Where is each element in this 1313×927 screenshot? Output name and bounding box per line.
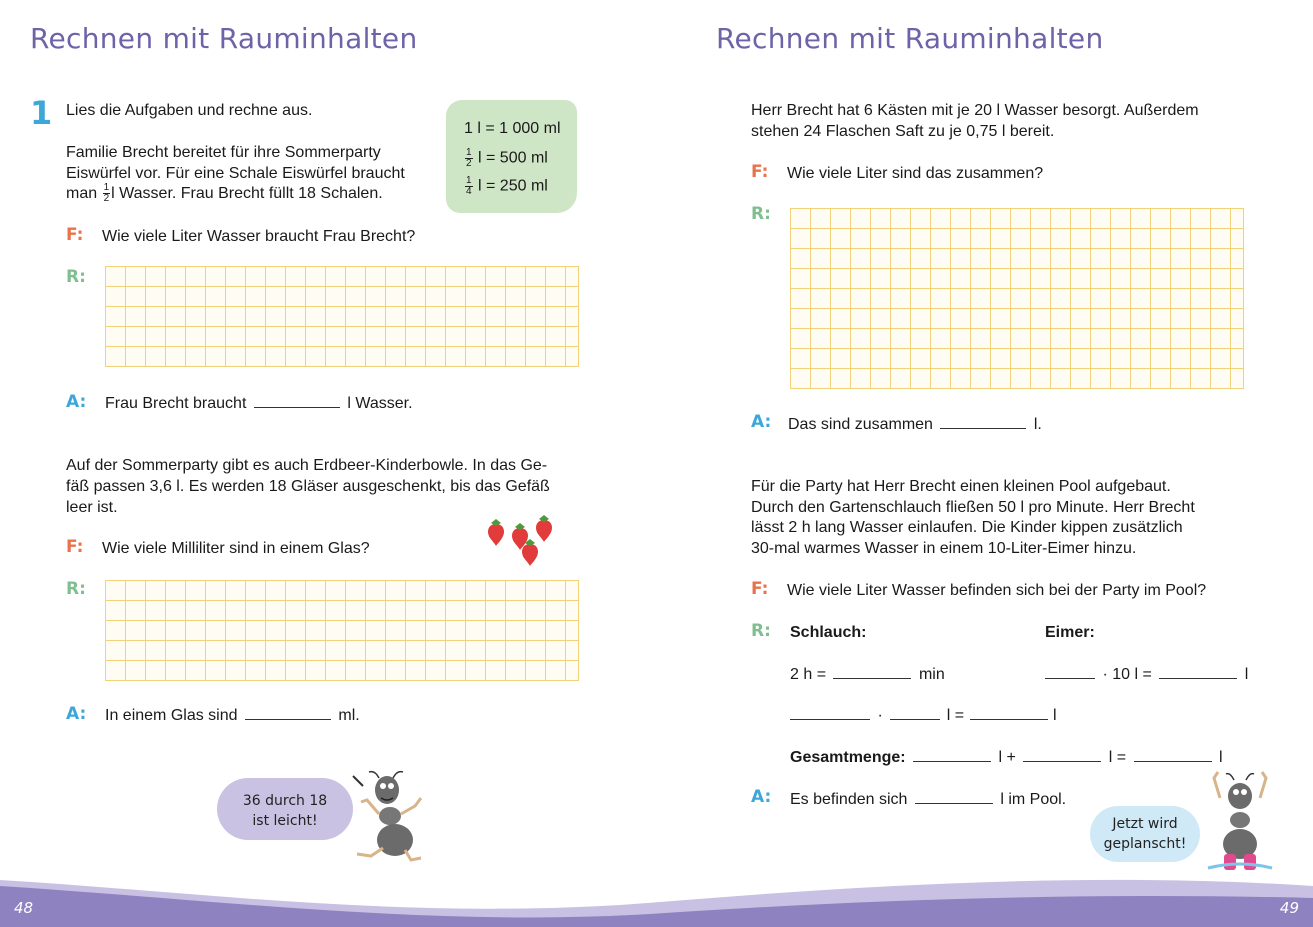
eimer-count-blank[interactable] (1045, 664, 1095, 679)
right-story2-line4: 30-mal warmes Wasser in einem 10-Liter-Eimer hinzu. (751, 540, 1137, 557)
conversion-infobox (446, 100, 577, 213)
a-label: A: (751, 412, 772, 432)
right-answer-1: Das sind zusammen l. (788, 416, 1042, 433)
strawberry-icon (482, 514, 562, 568)
right-story2-line3: lässt 2 h lang Wasser einlaufen. Die Kinder kippen zusätzlich (751, 519, 1183, 536)
right-page-title: Rechnen mit Rauminhalten (716, 22, 1104, 55)
gesamt-part1-blank[interactable] (913, 747, 991, 762)
task-instruction: Lies die Aufgaben und rechne aus. (66, 102, 313, 119)
right-story2-line1: Für die Party hat Herr Brecht einen kleinen Pool aufgebaut. (751, 478, 1171, 495)
story1-line3: man $\frac{1}{2}$ l Wasser. Frau Brecht füllt 18 Schalen. (66, 182, 383, 205)
f-label: F: (751, 579, 769, 599)
conversion-row-2: $\frac{1}{2}$ l = 500 ml (466, 147, 548, 169)
speech-bubble-left (217, 778, 353, 840)
right-story1-line2: stehen 24 Flaschen Saft zu je 0,75 l bereit. (751, 123, 1055, 140)
left-page-title: Rechnen mit Rauminhalten (30, 22, 418, 55)
story1-line2: Eiswürfel vor. Für eine Schale Eiswürfel braucht (66, 165, 405, 182)
ant-mascot-icon (335, 768, 435, 863)
answer-1-blank[interactable] (254, 393, 340, 408)
calculation-grid-3[interactable] (790, 208, 1244, 389)
right-page-number: 49 (1279, 899, 1299, 917)
right-answer-2: Es befinden sich l im Pool. (790, 791, 1067, 808)
schlauch-calc-2: · l = l (790, 705, 1057, 726)
eimer-result-blank[interactable] (1159, 664, 1237, 679)
schlauch-calc-1: 2 h = min (790, 666, 945, 683)
gesamtmenge-row: Gesamtmenge: l + l = l (790, 749, 1223, 766)
a-label: A: (751, 787, 772, 807)
a-label: A: (66, 704, 87, 724)
task-number: 1 (30, 94, 53, 132)
eimer-label: Eimer: (1045, 624, 1095, 641)
schlauch-factor2-blank[interactable] (890, 705, 940, 720)
right-story2-line2: Durch den Gartenschlauch fließen 50 l pro Minute. Herr Brecht (751, 499, 1195, 516)
ant-mascot-icon (1200, 768, 1280, 876)
story2-line2: fäß passen 3,6 l. Es werden 18 Gläser ausgeschenkt, bis das Gefäß (66, 478, 550, 495)
gesamt-part2-blank[interactable] (1023, 747, 1101, 762)
right-answer-2-blank[interactable] (915, 789, 993, 804)
right-question-2: Wie viele Liter Wasser befinden sich bei der Party im Pool? (787, 582, 1207, 599)
r-label: R: (751, 621, 771, 641)
answer-2-blank[interactable] (245, 705, 331, 720)
conversion-row-1: 1 l = 1 000 ml (464, 120, 561, 137)
question-2: Wie viele Milliliter sind in einem Glas? (102, 540, 370, 557)
answer-2: In einem Glas sind ml. (105, 707, 360, 724)
bubble-text-line1: 36 durch 18 (242, 793, 328, 809)
left-page-number: 48 (14, 899, 34, 917)
r-label: R: (66, 579, 86, 599)
right-answer-1-blank[interactable] (940, 414, 1026, 429)
bubble-text-line1: Jetzt wird (1112, 816, 1178, 832)
bubble-text-line2: geplanscht! (1103, 836, 1187, 852)
gesamt-total-blank[interactable] (1134, 747, 1212, 762)
story1-line1: Familie Brecht bereitet für ihre Sommerparty (66, 144, 381, 161)
a-label: A: (66, 392, 87, 412)
schlauch-label: Schlauch: (790, 624, 867, 641)
r-label: R: (66, 267, 86, 287)
bubble-text-line2: ist leicht! (252, 813, 318, 829)
f-label: F: (66, 225, 84, 245)
f-label: F: (751, 162, 769, 182)
schlauch-result-blank[interactable] (970, 705, 1048, 720)
right-story1-line1: Herr Brecht hat 6 Kästen mit je 20 l Wasser besorgt. Außerdem (751, 102, 1199, 119)
eimer-calc: · 10 l = l (1045, 664, 1248, 685)
r-label: R: (751, 204, 771, 224)
conversion-row-3: $\frac{1}{4}$ l = 250 ml (466, 175, 548, 197)
calculation-grid-1[interactable] (105, 266, 579, 367)
minutes-blank[interactable] (833, 664, 911, 679)
story2-line1: Auf der Sommerparty gibt es auch Erdbeer-Kinderbowle. In das Ge- (66, 457, 548, 474)
footer-wave (0, 862, 1313, 927)
calculation-grid-2[interactable] (105, 580, 579, 681)
right-question-1: Wie viele Liter sind das zusammen? (787, 165, 1044, 182)
speech-bubble-right (1090, 806, 1200, 862)
story2-line3: leer ist. (66, 499, 118, 516)
answer-1: Frau Brecht braucht l Wasser. (105, 395, 413, 412)
f-label: F: (66, 537, 84, 557)
question-1: Wie viele Liter Wasser braucht Frau Brecht? (102, 228, 416, 245)
schlauch-factor1-blank[interactable] (790, 705, 870, 720)
